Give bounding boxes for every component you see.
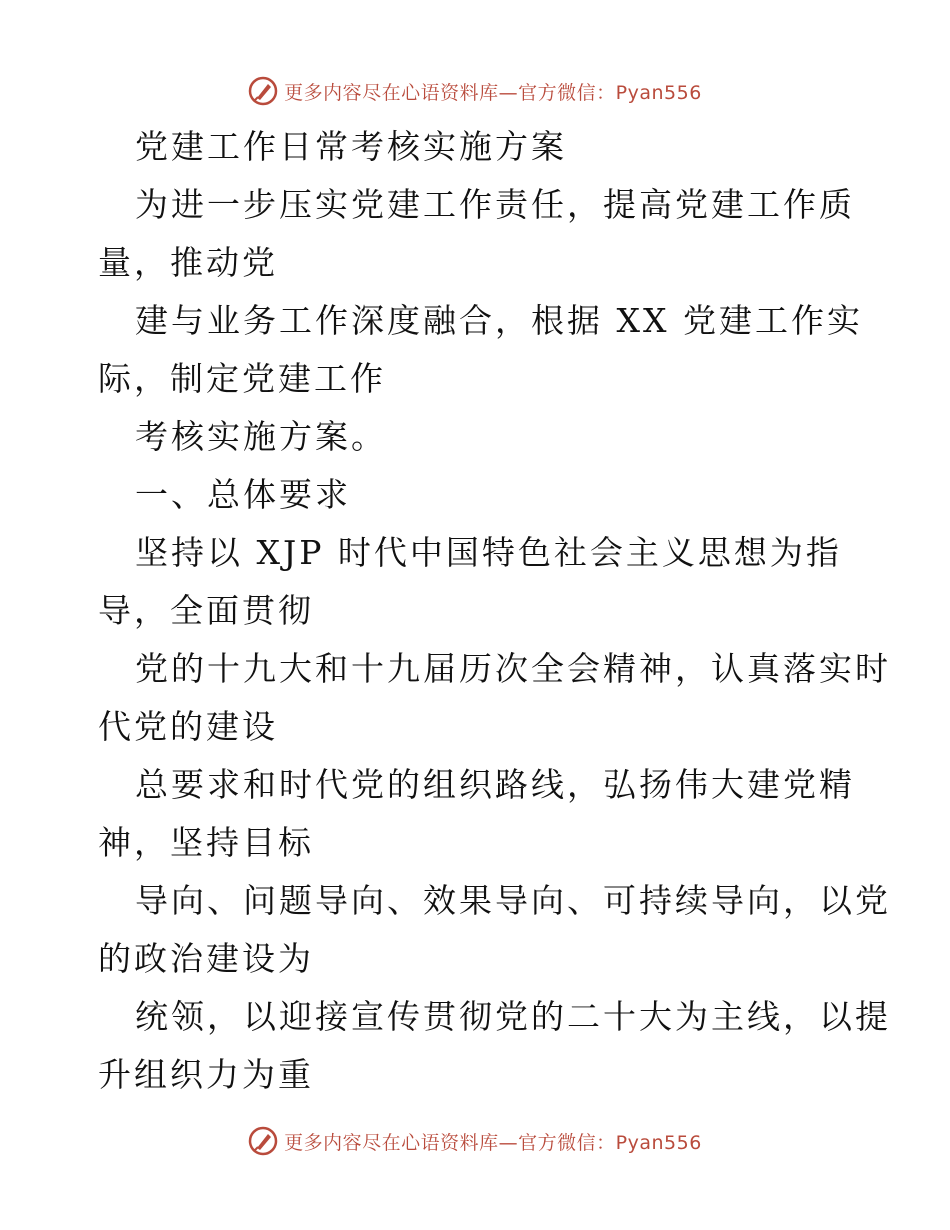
section-heading: 一、总体要求 [135,475,351,514]
document-title: 党建工作日常考核实施方案 [135,127,567,166]
paragraph-line: 统领，以迎接宣传贯彻党的二十大为主线，以提 [135,997,891,1036]
paragraph-line: 量，推动党 [98,243,278,282]
paragraph-line: 建与业务工作深度融合，根据 XX 党建工作实 [135,301,863,340]
paragraph-line: 党的十九大和十九届历次全会精神，认真落实时 [135,649,891,688]
paragraph-line: 升组织力为重 [98,1055,314,1094]
paragraph-line: 坚持以 XJP 时代中国特色社会主义思想为指 [135,533,842,572]
paragraph-line: 总要求和时代党的组织路线，弘扬伟大建党精 [135,765,855,804]
paragraph-line: 考核实施方案。 [135,417,387,456]
quill-pen-logo-icon [248,1126,278,1156]
paragraph-line: 导，全面贯彻 [98,591,314,630]
paragraph-line: 的政治建设为 [98,939,314,978]
paragraph-line: 际，制定党建工作 [98,359,386,398]
paragraph-line: 为进一步压实党建工作责任，提高党建工作质 [135,185,855,224]
paragraph-line: 导向、问题导向、效果导向、可持续导向，以党 [135,881,891,920]
watermark-text: 更多内容尽在心语资料库—官方微信：Pyan556 [284,1131,702,1154]
paragraph-line: 代党的建设 [98,707,278,746]
paragraph-line: 神，坚持目标 [98,823,314,862]
watermark-text: 更多内容尽在心语资料库—官方微信：Pyan556 [284,81,702,104]
header-watermark [0,71,950,111]
quill-pen-logo-icon [248,76,278,106]
footer-watermark [0,1121,950,1161]
